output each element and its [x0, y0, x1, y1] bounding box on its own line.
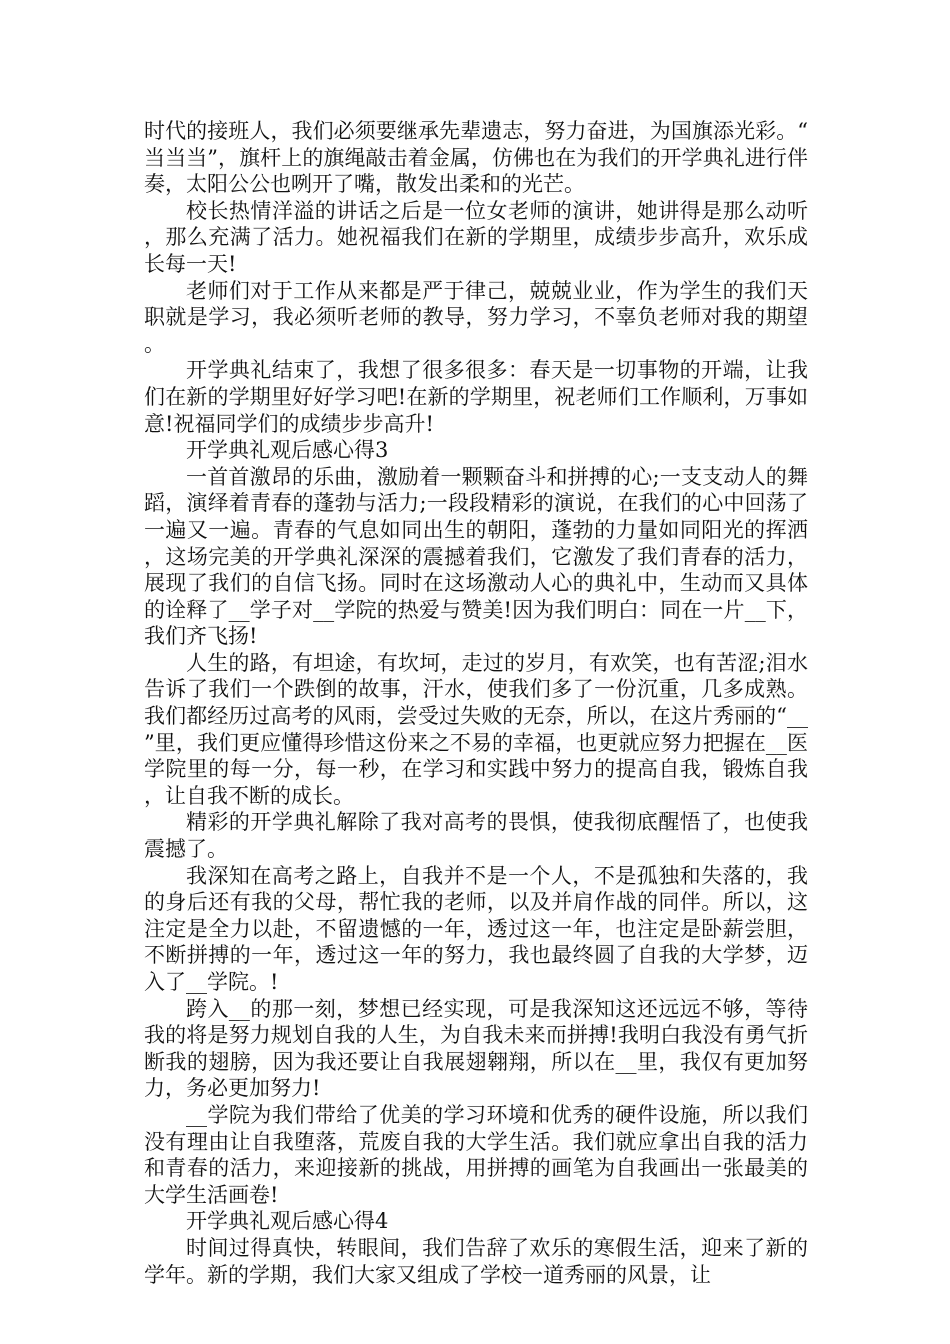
section-heading-4: 开学典礼观后感心得4	[186, 1209, 389, 1234]
section-heading-3: 开学典礼观后感心得3	[186, 438, 389, 463]
paragraph-exam-fear: 精彩的开学典礼解除了我对高考的畏惧，使我彻底醒悟了，也使我震撼了。	[144, 810, 808, 862]
paragraph-life-road: 人生的路，有坦途，有坎坷，走过的岁月，有欢笑，也有苦涩;泪水告诉了我们一个跌倒的故事，汗水，使我们多了一份沉重，几多成熟。我们都经历过高考的风雨，尝受过失败的无奈，所以，在这片秀丽的“__”里，我们更应懂得珍惜这份来之不易的幸福，也更就应努力把握在__医学院里的每一分，每一秒，在学习和实践中努力的提高自我，锻炼自我，让自我不断的成长。	[144, 650, 808, 808]
paragraph-teachers: 老师们对于工作从来都是严于律己，兢兢业业，作为学生的我们天职就是学习，我必须听老师的教导，努力学习，不辜负老师对我的期望。	[144, 278, 808, 356]
paragraph-music-dance: 一首首激昂的乐曲，激励着一颗颗奋斗和拼搏的心;一支支动人的舞蹈，演绎着青春的蓬勃与活力;一段段精彩的演说，在我们的心中回荡了一遍又一遍。青春的气息如同出生的朝阳，蓬勃的力量如同阳光的挥洒，这场完美的开学典礼深深的震撼着我们，它激发了我们青春的活力，展现了我们的自信飞扬。同时在这场激动人心的典礼中，生动而又具体的诠释了__学子对__学院的热爱与赞美!因为我们明白：同在一片__下，我们齐飞扬!	[144, 464, 808, 649]
paragraph-not-alone: 我深知在高考之路上，自我并不是一个人，不是孤独和失落的，我的身后还有我的父母，帮忙我的老师，以及并肩作战的同伴。所以，这注定是全力以赴，不留遗憾的一年，透过这一年，也注定是卧薪尝胆，不断拼搏的一年，透过这一年的努力，我也最终圆了自我的大学梦，迈入了__学院。!	[144, 863, 808, 994]
paragraph-ceremony-end: 开学典礼结束了，我想了很多很多：春天是一切事物的开端，让我们在新的学期里好好学习吧!在新的学期里，祝老师们工作顺利，万事如意!祝福同学们的成绩步步高升!	[144, 358, 808, 436]
paragraph-new-semester: 时间过得真快，转眼间，我们告辞了欢乐的寒假生活，迎来了新的学年。新的学期，我们大家又组成了学校一道秀丽的风景，让	[144, 1235, 808, 1287]
paragraph-dream: 跨入__的那一刻，梦想已经实现，可是我深知这还远远不够，等待我的将是努力规划自我的人生，为自我未来而拼搏!我明白我没有勇气折断我的翅膀，因为我还要让自我展翅翱翔，所以在__里，我仅有更加努力，务必更加努力!	[144, 996, 808, 1101]
paragraph-college-environment: __学院为我们带给了优美的学习环境和优秀的硬件设施，所以我们没有理由让自我堕落，荒废自我的大学生活。我们就应拿出自我的活力和青春的活力，来迎接新的挑战，用拼搏的画笔为自我画出一张最美的大学生活画卷!	[144, 1102, 808, 1207]
paragraph-principal-speech: 校长热情洋溢的讲话之后是一位女老师的演讲，她讲得是那么动听，那么充满了活力。她祝福我们在新的学期里，成绩步步高升，欢乐成长每一天!	[144, 198, 808, 276]
paragraph-continuation: 时代的接班人，我们必须要继承先辈遗志，努力奋进，为国旗添光彩。“当当当”，旗杆上的旗绳敲击着金属，仿佛也在为我们的开学典礼进行伴奏，太阳公公也咧开了嘴，散发出柔和的光芒。	[144, 119, 808, 197]
document-page	[144, 118, 808, 1288]
